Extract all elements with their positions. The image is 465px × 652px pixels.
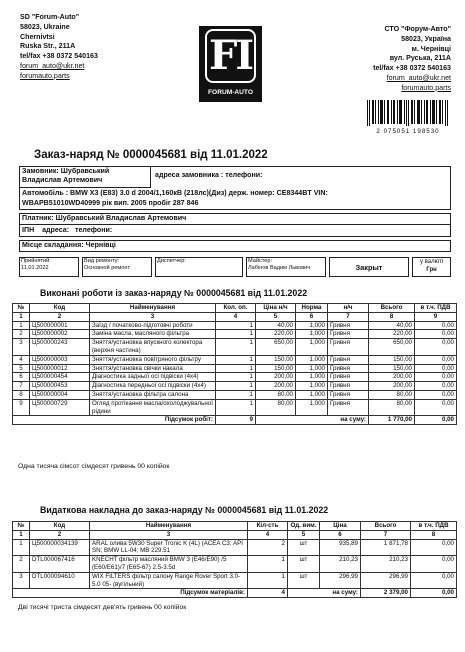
materials-total-row [13, 589, 457, 598]
materials-num-5: 5 [288, 530, 320, 539]
works-cell: 2 [13, 330, 30, 339]
works-cell: 40,00 [256, 321, 296, 330]
barcode [366, 100, 450, 126]
master-label: Майстер: [248, 258, 273, 264]
site-link-en[interactable]: forumauto.parts [20, 71, 70, 80]
works-num-9: 9 [415, 312, 457, 321]
works-cell: 0,00 [415, 382, 457, 391]
works-cell: 220,00 [256, 330, 296, 339]
works-col-total: Всього [369, 304, 415, 313]
works-cell: 7 [13, 382, 30, 391]
logo-mark: FI [205, 29, 256, 83]
works-cell: 1,000 [296, 382, 328, 391]
works-cell: 6 [13, 373, 30, 382]
works-row [13, 355, 457, 364]
works-cell: 80,00 [369, 399, 415, 416]
materials-col-total: Всього [361, 522, 411, 531]
works-row [13, 382, 457, 391]
works-cell: Гривня [328, 364, 369, 373]
works-row [13, 399, 457, 416]
materials-total-sum: 2 379,00 [361, 589, 411, 598]
works-cell: 150,00 [369, 364, 415, 373]
company-name-en: SD "Forum-Auto" [20, 13, 80, 21]
works-cell: Ц500000012 [30, 364, 90, 373]
works-cell: 3 [13, 339, 30, 356]
customer-phones-label: телефони: [225, 171, 263, 179]
works-cell: Ц500000001 [30, 321, 90, 330]
place-value: Чернівці [85, 241, 116, 249]
works-cell: 650,00 [256, 339, 296, 356]
works-row [13, 330, 457, 339]
place-line [22, 241, 116, 250]
place-label: Місце складання: [22, 241, 84, 249]
works-cell: 200,00 [256, 373, 296, 382]
works-cell: 0,00 [415, 373, 457, 382]
materials-num-4: 4 [248, 530, 288, 539]
company-address-ua [373, 25, 451, 94]
works-cell: Заміна масла, масляного фільтра [90, 330, 216, 339]
works-cell: Гривня [328, 339, 369, 356]
accepted-label: Прийнятий: [21, 258, 51, 264]
customer-label: Замовник: [22, 167, 59, 175]
works-cell: 0,00 [415, 321, 457, 330]
materials-cell: DTL000067416 [30, 556, 90, 573]
materials-row [13, 539, 457, 556]
works-cell: Ц500000729 [30, 399, 90, 416]
works-row [13, 339, 457, 356]
works-total-words: Одна тисяча сімсот сімдесят гривень 00 копійок [18, 463, 170, 470]
payer-label: Платник: [22, 214, 54, 222]
materials-body [13, 539, 457, 589]
materials-cell: 2 [13, 556, 30, 573]
materials-cell: 210,23 [361, 556, 411, 573]
works-col-qty: Кол. оп. [216, 304, 256, 313]
works-cell: Заїзд / початково-підготовчі роботи [90, 321, 216, 330]
works-cell: 1,000 [296, 390, 328, 399]
master-value: Лабінов Вадим Львович [248, 265, 311, 271]
materials-cell: 1 [248, 572, 288, 589]
works-table [12, 303, 457, 425]
materials-col-name: Найменування [90, 522, 248, 531]
city-ua: м. Чернівці [411, 44, 451, 53]
materials-cell: ARAL олива 5W30 Super Tronic K (4L) (ACEA C3; API SN; BMW LL-04; MB 229.51 [90, 539, 248, 556]
works-num-6: 6 [296, 312, 328, 321]
works-num-8: 8 [369, 312, 415, 321]
works-cell: Ц500000004 [30, 390, 90, 399]
materials-num-7: 7 [361, 530, 411, 539]
works-total-vat: 0,00 [415, 416, 457, 425]
works-row [13, 364, 457, 373]
company-name-ua: СТО "Форум-Авто" [384, 25, 451, 33]
materials-cell: 3 [13, 572, 30, 589]
works-cell: Ц500000002 [30, 330, 90, 339]
materials-cell: 296,99 [320, 572, 361, 589]
works-cell: 200,00 [369, 373, 415, 382]
works-col-hours: н/ч [328, 304, 369, 313]
materials-cell: WIX FILTERS фільтр салону Range Rover Sport 3.0-5.0 05- (вугільний) [90, 572, 248, 589]
customer-address-line [155, 171, 263, 180]
works-cell: Зняття/установка повітряного фільтру [90, 355, 216, 364]
city-en: Chernivtsi [20, 32, 55, 41]
materials-cell: шт [288, 539, 320, 556]
repair-value: Основной ремонт [84, 265, 131, 271]
works-cell: Зняття/установка фільтра салона [90, 390, 216, 399]
works-cell: 9 [13, 399, 30, 416]
works-row [13, 390, 457, 399]
street-ua: вул. Руська, 211А [389, 54, 451, 63]
works-col-norm: Норма [296, 304, 328, 313]
works-col-code: Код [30, 304, 90, 313]
materials-col-unit: Од. вим. [288, 522, 320, 531]
currency-value: Грн [426, 267, 437, 273]
works-cell: Ц500000453 [30, 382, 90, 391]
works-total-row [13, 416, 457, 425]
works-cell: 0,00 [415, 330, 457, 339]
payer-name: Шубравський Владислав Артемович [55, 214, 187, 222]
postcode-en: 58023, Ukraine [20, 22, 70, 31]
ipn-label: ІПН [22, 226, 35, 234]
works-cell: Гривня [328, 330, 369, 339]
materials-cell: 2 [248, 539, 288, 556]
materials-col-no: № [13, 522, 30, 531]
phone-ua: tel/fax +38 0372 540163 [373, 64, 451, 73]
works-cell: 150,00 [256, 355, 296, 364]
status-badge: Закрыт [355, 263, 383, 272]
works-cell: 0,00 [415, 364, 457, 373]
works-num-2: 2 [30, 312, 90, 321]
works-num-5: 5 [256, 312, 296, 321]
works-cell: Ц500000003 [30, 355, 90, 364]
works-cell: 4 [13, 355, 30, 364]
works-cell: 0,00 [415, 355, 457, 364]
works-cell: 1,000 [296, 330, 328, 339]
works-cell: 1,000 [296, 399, 328, 416]
materials-total-vat: 0,00 [411, 589, 457, 598]
works-header-nums [13, 312, 457, 321]
works-col-name: Найменування [90, 304, 216, 313]
materials-total-label: Підсумок матеріалів: [13, 589, 248, 598]
works-cell: Ц500000243 [30, 339, 90, 356]
materials-table [12, 521, 457, 598]
vin-value: WBAPB51010WD40999 рік вип. 2005 пробіг 287 846 [22, 199, 199, 207]
works-cell: 0,00 [415, 399, 457, 416]
works-cell: 650,00 [369, 339, 415, 356]
logo-text: FORUM-AUTO [208, 89, 253, 96]
accepted-block [21, 258, 51, 272]
company-address-en [20, 13, 98, 82]
works-cell: 80,00 [256, 399, 296, 416]
materials-cell: шт [288, 572, 320, 589]
accepted-value: 11.01.2022 [21, 265, 49, 271]
site-link-ua[interactable]: forumauto.parts [401, 83, 451, 92]
works-row [13, 373, 457, 382]
materials-cell: 296,99 [361, 572, 411, 589]
car-label: Автомобіль : [22, 189, 69, 197]
works-cell: 200,00 [256, 382, 296, 391]
materials-cell: Ц500000034139 [30, 539, 90, 556]
works-cell: 1,000 [296, 339, 328, 356]
materials-cell: 1 871,78 [361, 539, 411, 556]
works-total-sum: 1 770,00 [369, 416, 415, 425]
works-cell: 1,000 [296, 355, 328, 364]
works-cell: 200,00 [369, 382, 415, 391]
materials-num-1: 1 [13, 530, 30, 539]
currency-block [412, 258, 451, 274]
works-num-3: 3 [90, 312, 216, 321]
payer-line [22, 214, 186, 223]
materials-cell: 0,00 [411, 556, 457, 573]
works-header-row [13, 304, 457, 313]
works-cell: Гривня [328, 399, 369, 416]
car-text: BMW X3 (E83) 3.0 d 2004/1,160кВ (218лс)(Диз) держ. номер: [70, 189, 275, 197]
works-cell: 150,00 [256, 364, 296, 373]
materials-cell: KNECHT фільтр масляний BMW 3 (E46/E90) /5 (E60/E61)/7 (E65-67) 2.5-3.5d [90, 556, 248, 573]
dispatcher-label: Диспетчер: [157, 258, 186, 264]
works-row [13, 321, 457, 330]
customer-name: Шубравський Владислав Артемович [22, 167, 110, 184]
materials-col-qty: Кіл-сть [248, 522, 288, 531]
postcode-ua: 58023, Україна [401, 34, 451, 43]
street-en: Ruska Str., 211A [20, 42, 76, 51]
materials-cell: 0,00 [411, 539, 457, 556]
works-cell: 8 [13, 390, 30, 399]
works-cell: 5 [13, 364, 30, 373]
works-col-vat: в т.ч. ПДВ [415, 304, 457, 313]
company-logo [199, 26, 262, 102]
works-cell: Гривня [328, 373, 369, 382]
customer-address-label: адреса замовника : [155, 171, 224, 179]
works-num-4: 4 [216, 312, 256, 321]
works-cell: 1,000 [296, 373, 328, 382]
works-cell: Гривня [328, 382, 369, 391]
works-body [13, 321, 457, 416]
dispatcher-block [157, 258, 186, 265]
works-cell: 1 [13, 321, 30, 330]
materials-header-row [13, 522, 457, 531]
email-link-ua[interactable]: forum_auto@ukr.net [386, 73, 451, 82]
works-cell: 1 [216, 339, 256, 356]
works-cell: 0,00 [415, 390, 457, 399]
works-cell: Діагностика задньої осі підвіски (4x4) [90, 373, 216, 382]
works-cell: 1 [216, 399, 256, 416]
materials-row [13, 556, 457, 573]
materials-cell: DTL000094610 [30, 572, 90, 589]
materials-title: Видаткова накладна до заказ-наряду № 0000045681 від 11.01.2022 [40, 505, 329, 515]
works-cell: 150,00 [369, 355, 415, 364]
works-sum-label: на суму: [256, 416, 369, 425]
vin-label: VIN: [313, 189, 328, 197]
barcode-number: 2 075051 198530 [376, 128, 440, 135]
phone-en: tel/fax +38 0372 540163 [20, 52, 98, 61]
materials-sum-label: на суму: [288, 589, 361, 598]
works-cell: 1 [216, 364, 256, 373]
works-cell: 1 [216, 330, 256, 339]
materials-num-8: 8 [411, 530, 457, 539]
master-block [248, 258, 310, 272]
works-cell: 1 [216, 373, 256, 382]
works-cell: Зняття/установка свічки накала [90, 364, 216, 373]
works-cell: Огляд протікання масла/охолоджувальної рідини [90, 399, 216, 416]
works-cell: 1 [216, 390, 256, 399]
materials-total-words: Дві тисячі триста сімдесят дев'ять гривень 00 копійок [18, 604, 187, 611]
works-cell: 1 [216, 321, 256, 330]
works-cell: 1 [216, 382, 256, 391]
customer-name-line [22, 167, 150, 185]
works-cell: 1,000 [296, 364, 328, 373]
payer-ipn-line [22, 226, 112, 235]
works-cell: Гривня [328, 355, 369, 364]
materials-col-code: Код [30, 522, 90, 531]
works-title: Виконані роботи із заказ-наряду № 0000045681 від 11.01.2022 [40, 288, 308, 298]
materials-cell: 935,89 [320, 539, 361, 556]
works-cell: 40,00 [369, 321, 415, 330]
works-col-no: № [13, 304, 30, 313]
works-cell: 220,00 [369, 330, 415, 339]
materials-num-3: 3 [90, 530, 248, 539]
materials-num-2: 2 [30, 530, 90, 539]
materials-cell: шт [288, 556, 320, 573]
materials-col-vat: в т.ч. ПДВ [411, 522, 457, 531]
works-cell: 0,00 [415, 339, 457, 356]
materials-num-6: 6 [320, 530, 361, 539]
materials-cell: 1 [13, 539, 30, 556]
works-cell: Гривня [328, 390, 369, 399]
works-cell: Діагностика передньої осі підвіски (4x4) [90, 382, 216, 391]
repair-block [84, 258, 130, 272]
materials-cell: 210,23 [320, 556, 361, 573]
repair-label: Вид ремонту: [84, 258, 119, 264]
materials-col-price: Ціна [320, 522, 361, 531]
payer-address-label: адреса: [42, 226, 70, 234]
email-link-en[interactable]: forum_auto@ukr.net [20, 61, 85, 70]
materials-row [13, 572, 457, 589]
works-cell: 80,00 [256, 390, 296, 399]
works-cell: Гривня [328, 321, 369, 330]
car-plate: CE8344BT [276, 189, 312, 197]
materials-cell: 1 [248, 556, 288, 573]
materials-total-qty: 4 [248, 589, 288, 598]
works-num-1: 1 [13, 312, 30, 321]
materials-header-nums [13, 530, 457, 539]
works-cell: 80,00 [369, 390, 415, 399]
currency-label: у валюті [419, 259, 444, 265]
materials-cell: 0,00 [411, 572, 457, 589]
document-title: Заказ-наряд № 0000045681 від 11.01.2022 [34, 149, 268, 161]
works-col-price: Ціна н/ч [256, 304, 296, 313]
works-cell: 1,000 [296, 321, 328, 330]
works-total-qty: 9 [216, 416, 256, 425]
payer-phones-label: телефони: [75, 226, 113, 234]
works-total-label: Підсумок робіт: [13, 416, 216, 425]
works-cell: Ц500000454 [30, 373, 90, 382]
payer-divider [19, 224, 451, 225]
works-num-7: 7 [328, 312, 369, 321]
works-cell: 1 [216, 355, 256, 364]
works-cell: Зняття/установка впускного колектора (верхня частина) [90, 339, 216, 356]
car-line [22, 189, 447, 198]
